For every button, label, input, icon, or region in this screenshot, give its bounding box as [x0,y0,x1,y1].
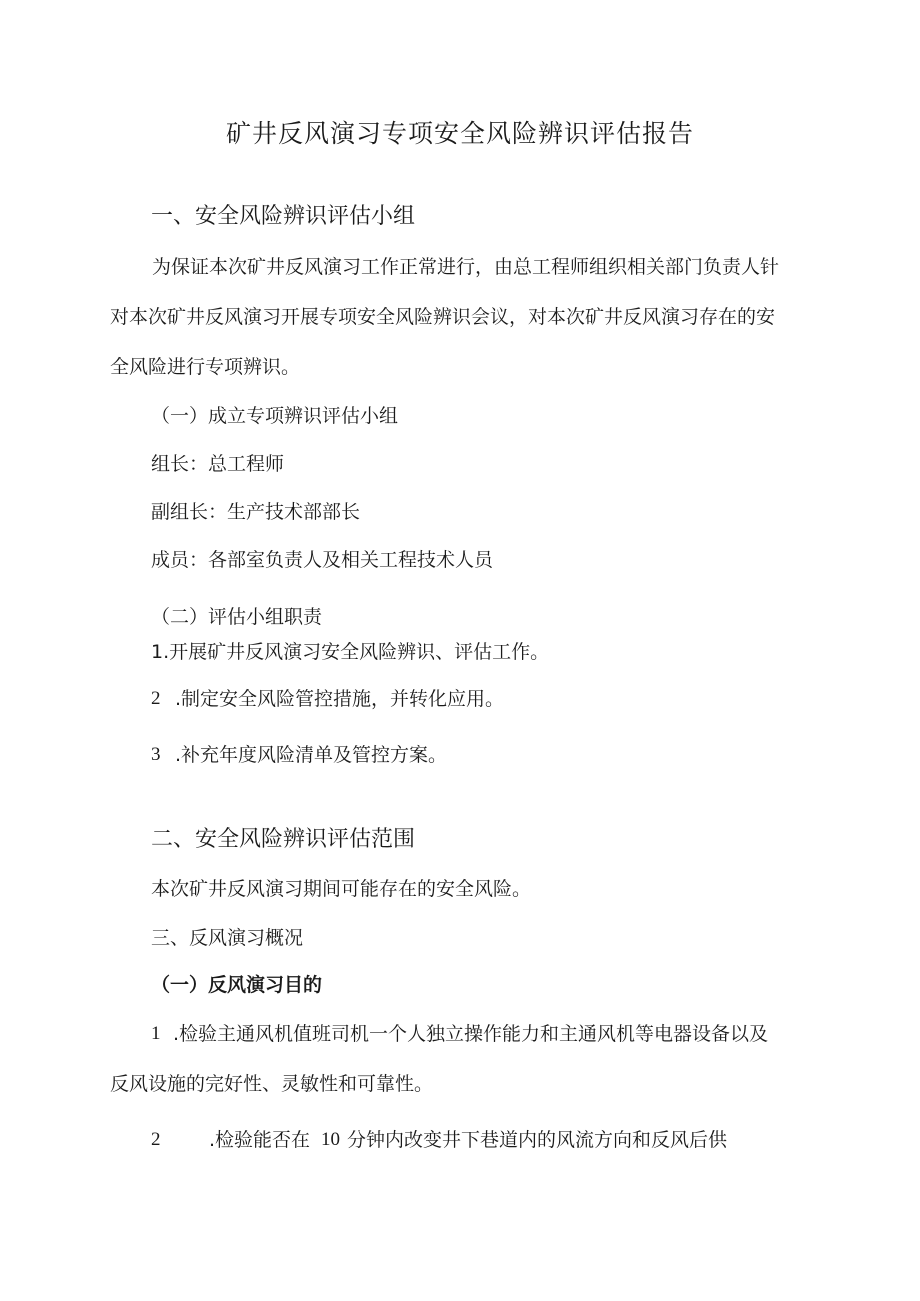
section3-heading: 三、反风演习概况 [151,927,304,949]
purpose-item-1-line-2: 反风设施的完好性、灵敏性和可靠性。 [110,1073,434,1095]
duty-item-3-text: .补充年度风险清单及管控方案。 [175,744,448,766]
duty-item-3-number: 3 [151,744,161,765]
purpose-item-2-text-c: 分钟内改变井下巷道内的风流方向和反风后供 [347,1129,728,1151]
purpose-item-1-number: 1 [151,1023,161,1044]
team-deputy: 副组长：生产技术部部长 [151,501,361,523]
section2-heading: 二、安全风险辨识评估范围 [151,827,416,852]
section3-sub1-heading: （一）反风演习目的 [151,974,323,996]
section1-heading: 一、安全风险辨识评估小组 [151,204,416,229]
sub1-heading: （一）成立专项辨识评估小组 [151,405,399,427]
section2-text: 本次矿井反风演习期间可能存在的安全风险。 [151,878,532,900]
sub2-heading: （二）评估小组职责 [151,606,323,628]
document-title: 矿井反风演习专项安全风险辨识评估报告 [225,119,694,148]
duty-item-2-number: 2 [151,688,161,709]
section1-intro-line-2: 对本次矿井反风演习开展专项安全风险辨识会议，对本次矿井反风演习存在的安 [110,306,776,328]
section1-intro-line-1: 为保证本次矿井反风演习工作正常进行，由总工程师组织相关部门负责人针 [152,256,780,278]
purpose-item-2-text-a: .检验能否在 [209,1129,311,1151]
purpose-item-2-number: 2 [151,1129,161,1150]
team-members: 成员：各部室负责人及相关工程技术人员 [151,549,494,571]
duty-item-1: 1.开展矿井反风演习安全风险辨识、评估工作。 [151,641,550,663]
purpose-item-2-value: 10 [321,1129,340,1150]
section1-intro-line-3: 全风险进行专项辨识。 [110,356,301,378]
purpose-item-1-line-1: .检验主通风机值班司机一个人独立操作能力和主通风机等电器设备以及 [173,1023,769,1045]
duty-item-2-text: .制定安全风险管控措施，并转化应用。 [175,688,505,710]
team-leader: 组长：总工程师 [151,453,285,475]
